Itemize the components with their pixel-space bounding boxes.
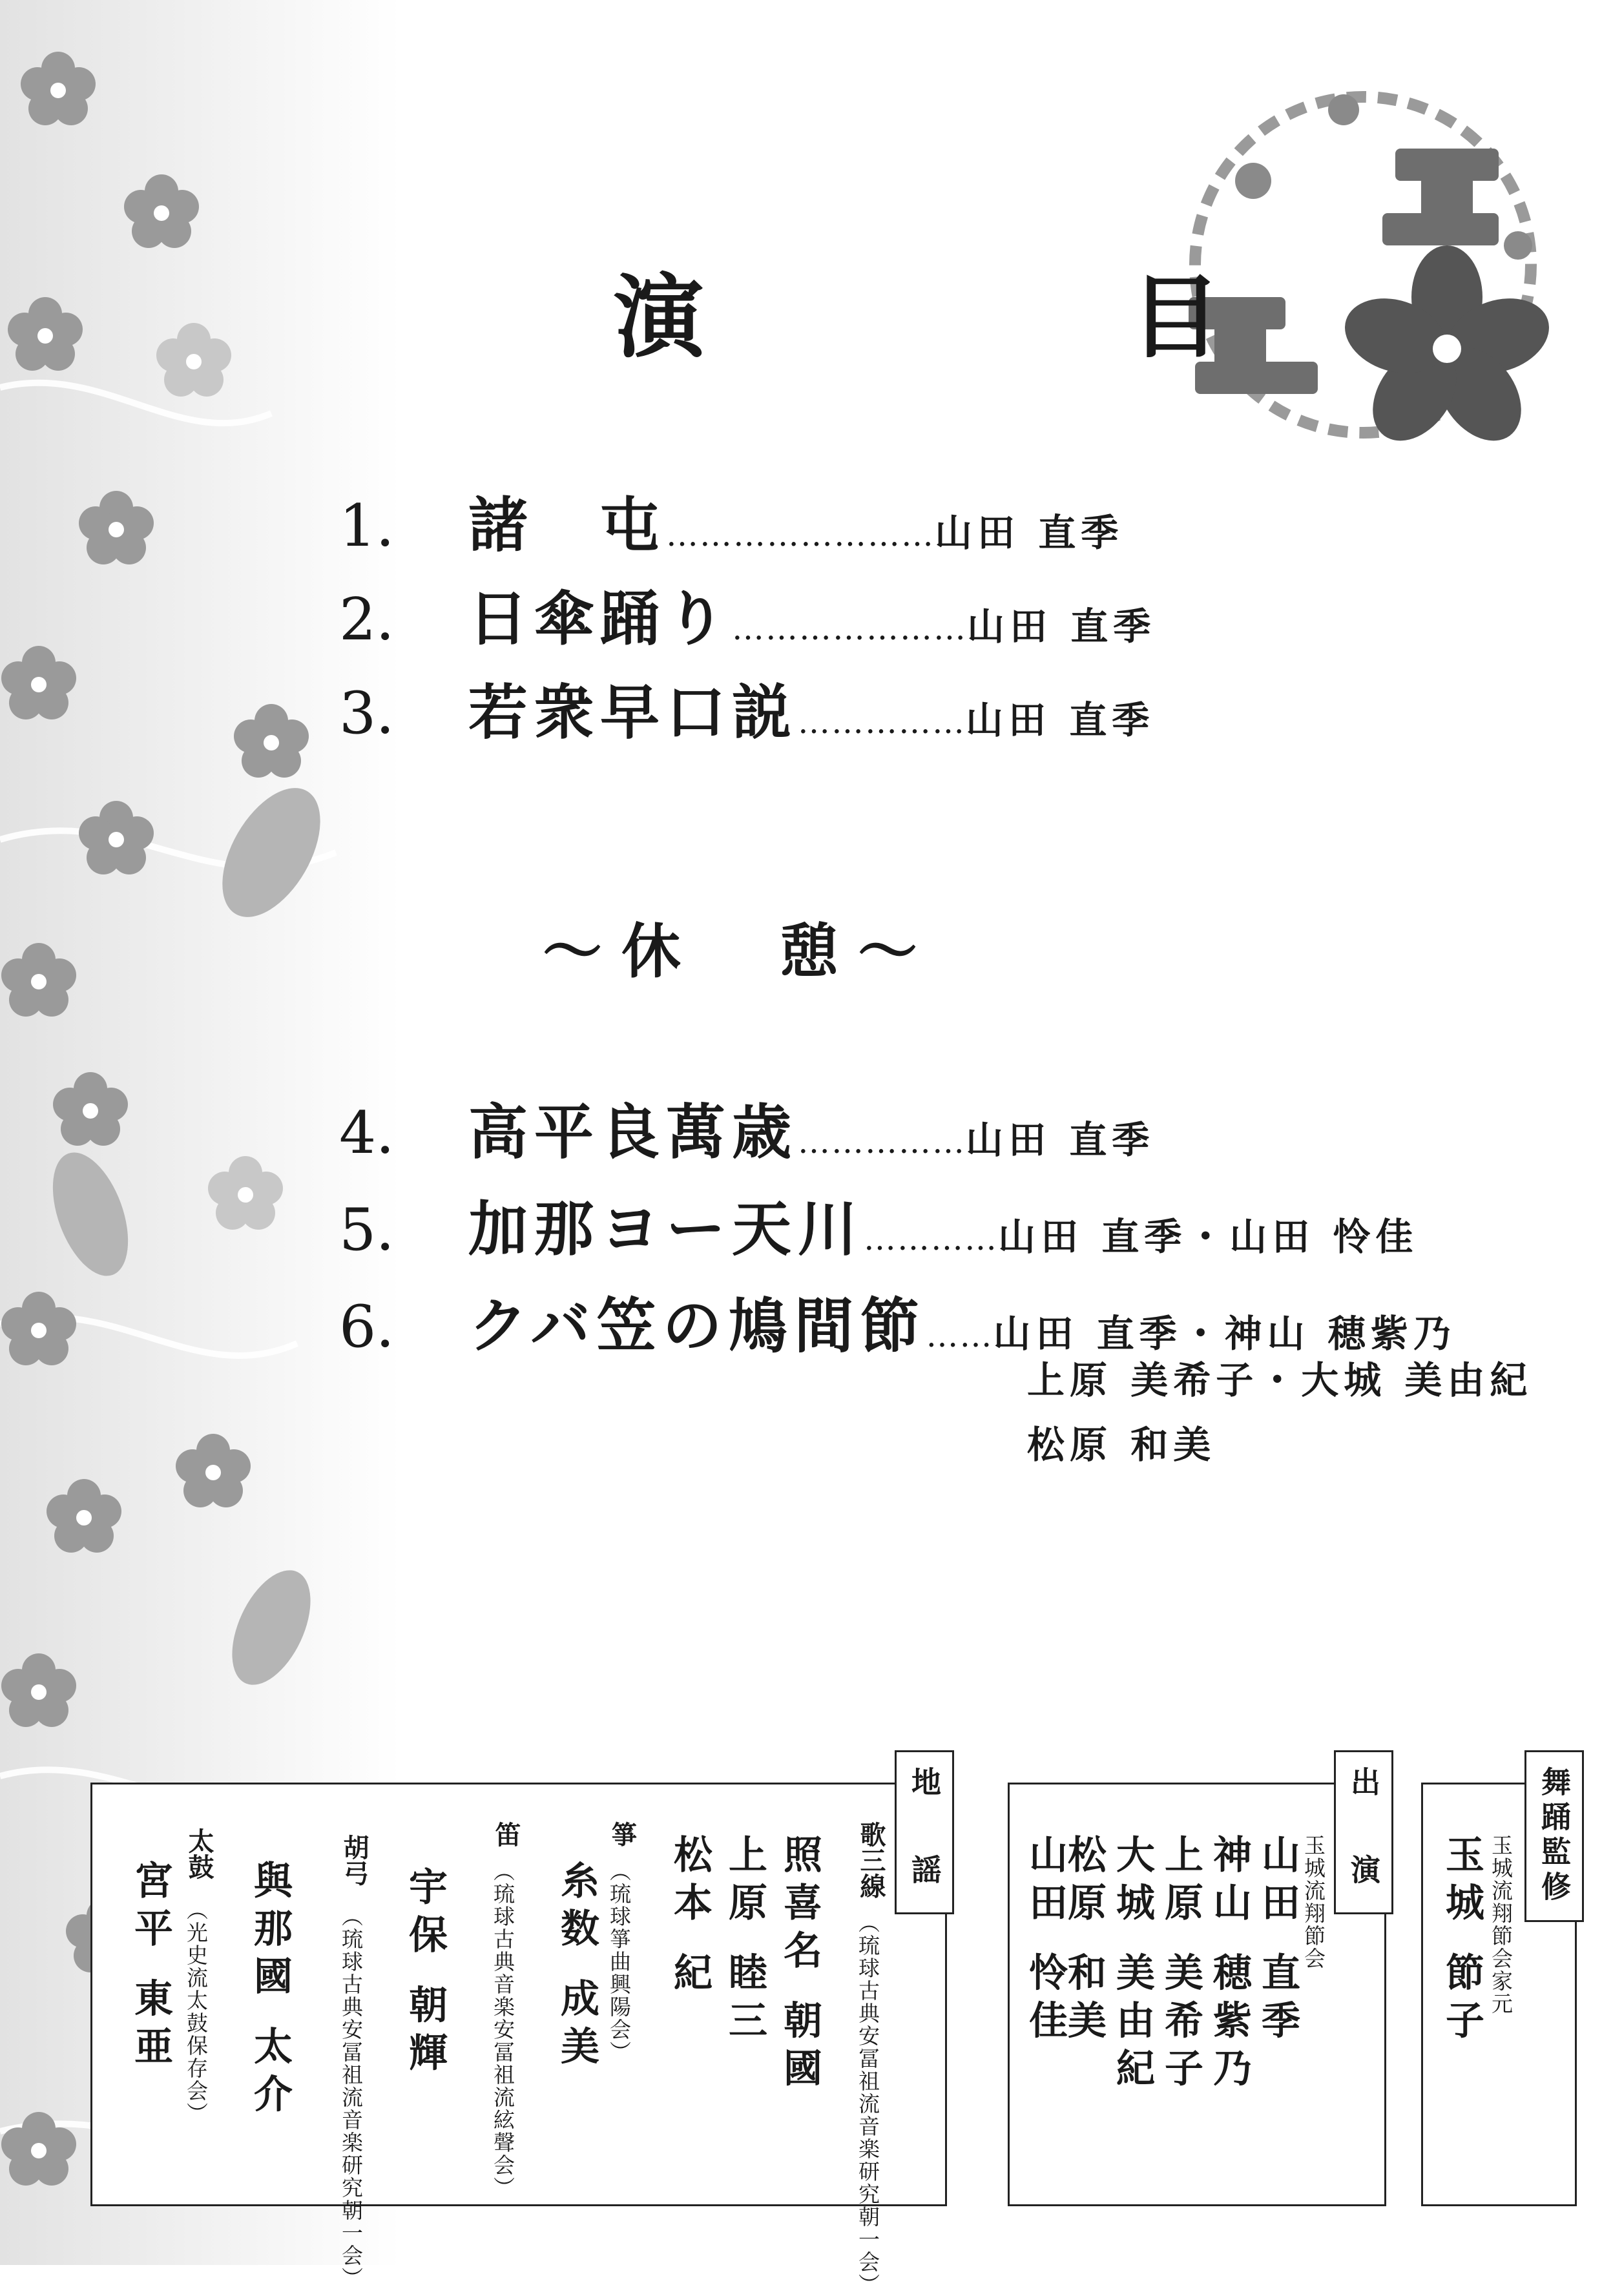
program-performers: 山田 直季	[967, 605, 1156, 648]
program-number: 5．	[339, 1196, 435, 1264]
page-title: 演 目	[614, 265, 1389, 371]
program-name: 諸 屯	[468, 490, 667, 560]
program-number: 3．	[339, 679, 435, 747]
program-name: 加那ヨー天川	[468, 1194, 864, 1264]
kokyu-org: （琉球古典安冨祖流音楽研究朝一会）	[338, 1905, 364, 2290]
program-item-5	[339, 1182, 1418, 1267]
fue-role: 笛	[491, 1821, 521, 1847]
program-performers: 山田 直季	[935, 511, 1124, 555]
shutsuen-tag: 出 演	[1334, 1750, 1393, 1914]
buyo-member: 玉城 節子	[1439, 1834, 1484, 2048]
program-performers: 山田 直季・神山 穂紫乃	[993, 1312, 1456, 1356]
koto-role: 箏	[607, 1821, 638, 1847]
program-performers: 山田 直季・山田 怜佳	[998, 1215, 1419, 1259]
program-performers: 山田 直季	[966, 698, 1155, 742]
uta-sanshin-role: 歌三線	[856, 1821, 886, 1899]
program-item-1	[339, 478, 1123, 563]
program-name: 日傘踊り	[468, 584, 733, 654]
shutsuen-member: 大城 美由紀	[1110, 1834, 1155, 2096]
program-number: 2．	[339, 586, 435, 654]
buyo-tag: 舞踊監修	[1524, 1750, 1584, 1922]
dot-leader: ……………	[798, 1123, 966, 1161]
program-performers-line: 上原 美希子・大城 美由紀	[1027, 1358, 1533, 1402]
program-number: 1．	[339, 492, 435, 560]
program-name: 高平良萬歳	[468, 1097, 798, 1167]
program-number: 4．	[339, 1099, 435, 1167]
shutsuen-member: 神山 穂紫乃	[1207, 1834, 1252, 2096]
jiutai-member: 與那國 太介	[247, 1860, 293, 2122]
buyo-org: 玉城流翔節会家元	[1488, 1834, 1514, 2015]
program-name: 若衆早口説	[468, 677, 798, 747]
jiutai-tag: 地 謡	[895, 1750, 954, 1914]
dot-leader: ……………	[798, 703, 966, 741]
dot-leader: …………	[864, 1220, 999, 1257]
dot-leader: ……	[926, 1317, 993, 1354]
shutsuen-member: 上原 美希子	[1158, 1834, 1203, 2096]
jiutai-member: 宮平 東亜	[128, 1860, 173, 2074]
jiutai-member: 松本 紀	[667, 1834, 713, 2000]
shutsuen-member: 松原 和美	[1061, 1834, 1107, 2048]
program-performers: 山田 直季	[966, 1118, 1155, 1162]
shutsuen-member: 山田 直季	[1255, 1834, 1300, 2048]
program-item-4	[339, 1085, 1154, 1170]
jiutai-member: 宇保 朝輝	[402, 1867, 448, 2080]
koto-org: （琉球箏曲興陽会）	[607, 1860, 632, 2063]
fue-org: （琉球古典音楽安冨祖流絃聲会）	[490, 1860, 515, 2199]
program-number: 6．	[339, 1293, 435, 1361]
program-name: クバ笠の鳩間節	[468, 1291, 926, 1361]
program-item-2	[339, 572, 1156, 657]
jiutai-member: 上原 睦三	[722, 1834, 767, 2048]
program-item-3	[339, 665, 1154, 750]
dot-leader: ……………………	[666, 516, 935, 553]
program-performers-line: 松原 和美	[1027, 1423, 1216, 1467]
shutsuen-member: 山田 怜佳	[1023, 1834, 1068, 2048]
taiko-org: （光史流太鼓保存会）	[183, 1899, 209, 2125]
uta-sanshin-org: （琉球古典安冨祖流音楽研究朝一会）	[855, 1912, 880, 2296]
dot-leader: …………………	[732, 610, 968, 647]
kokyu-role: 胡弓	[339, 1834, 369, 1886]
taiko-role: 太鼓	[184, 1828, 214, 1879]
shutsuen-org: 玉城流翔節会	[1301, 1834, 1326, 1970]
jiutai-member: 糸数 成美	[554, 1860, 599, 2074]
jiutai-member: 照喜名 朝國	[777, 1834, 822, 2096]
intermission-label: ～休 憩～	[543, 916, 937, 986]
